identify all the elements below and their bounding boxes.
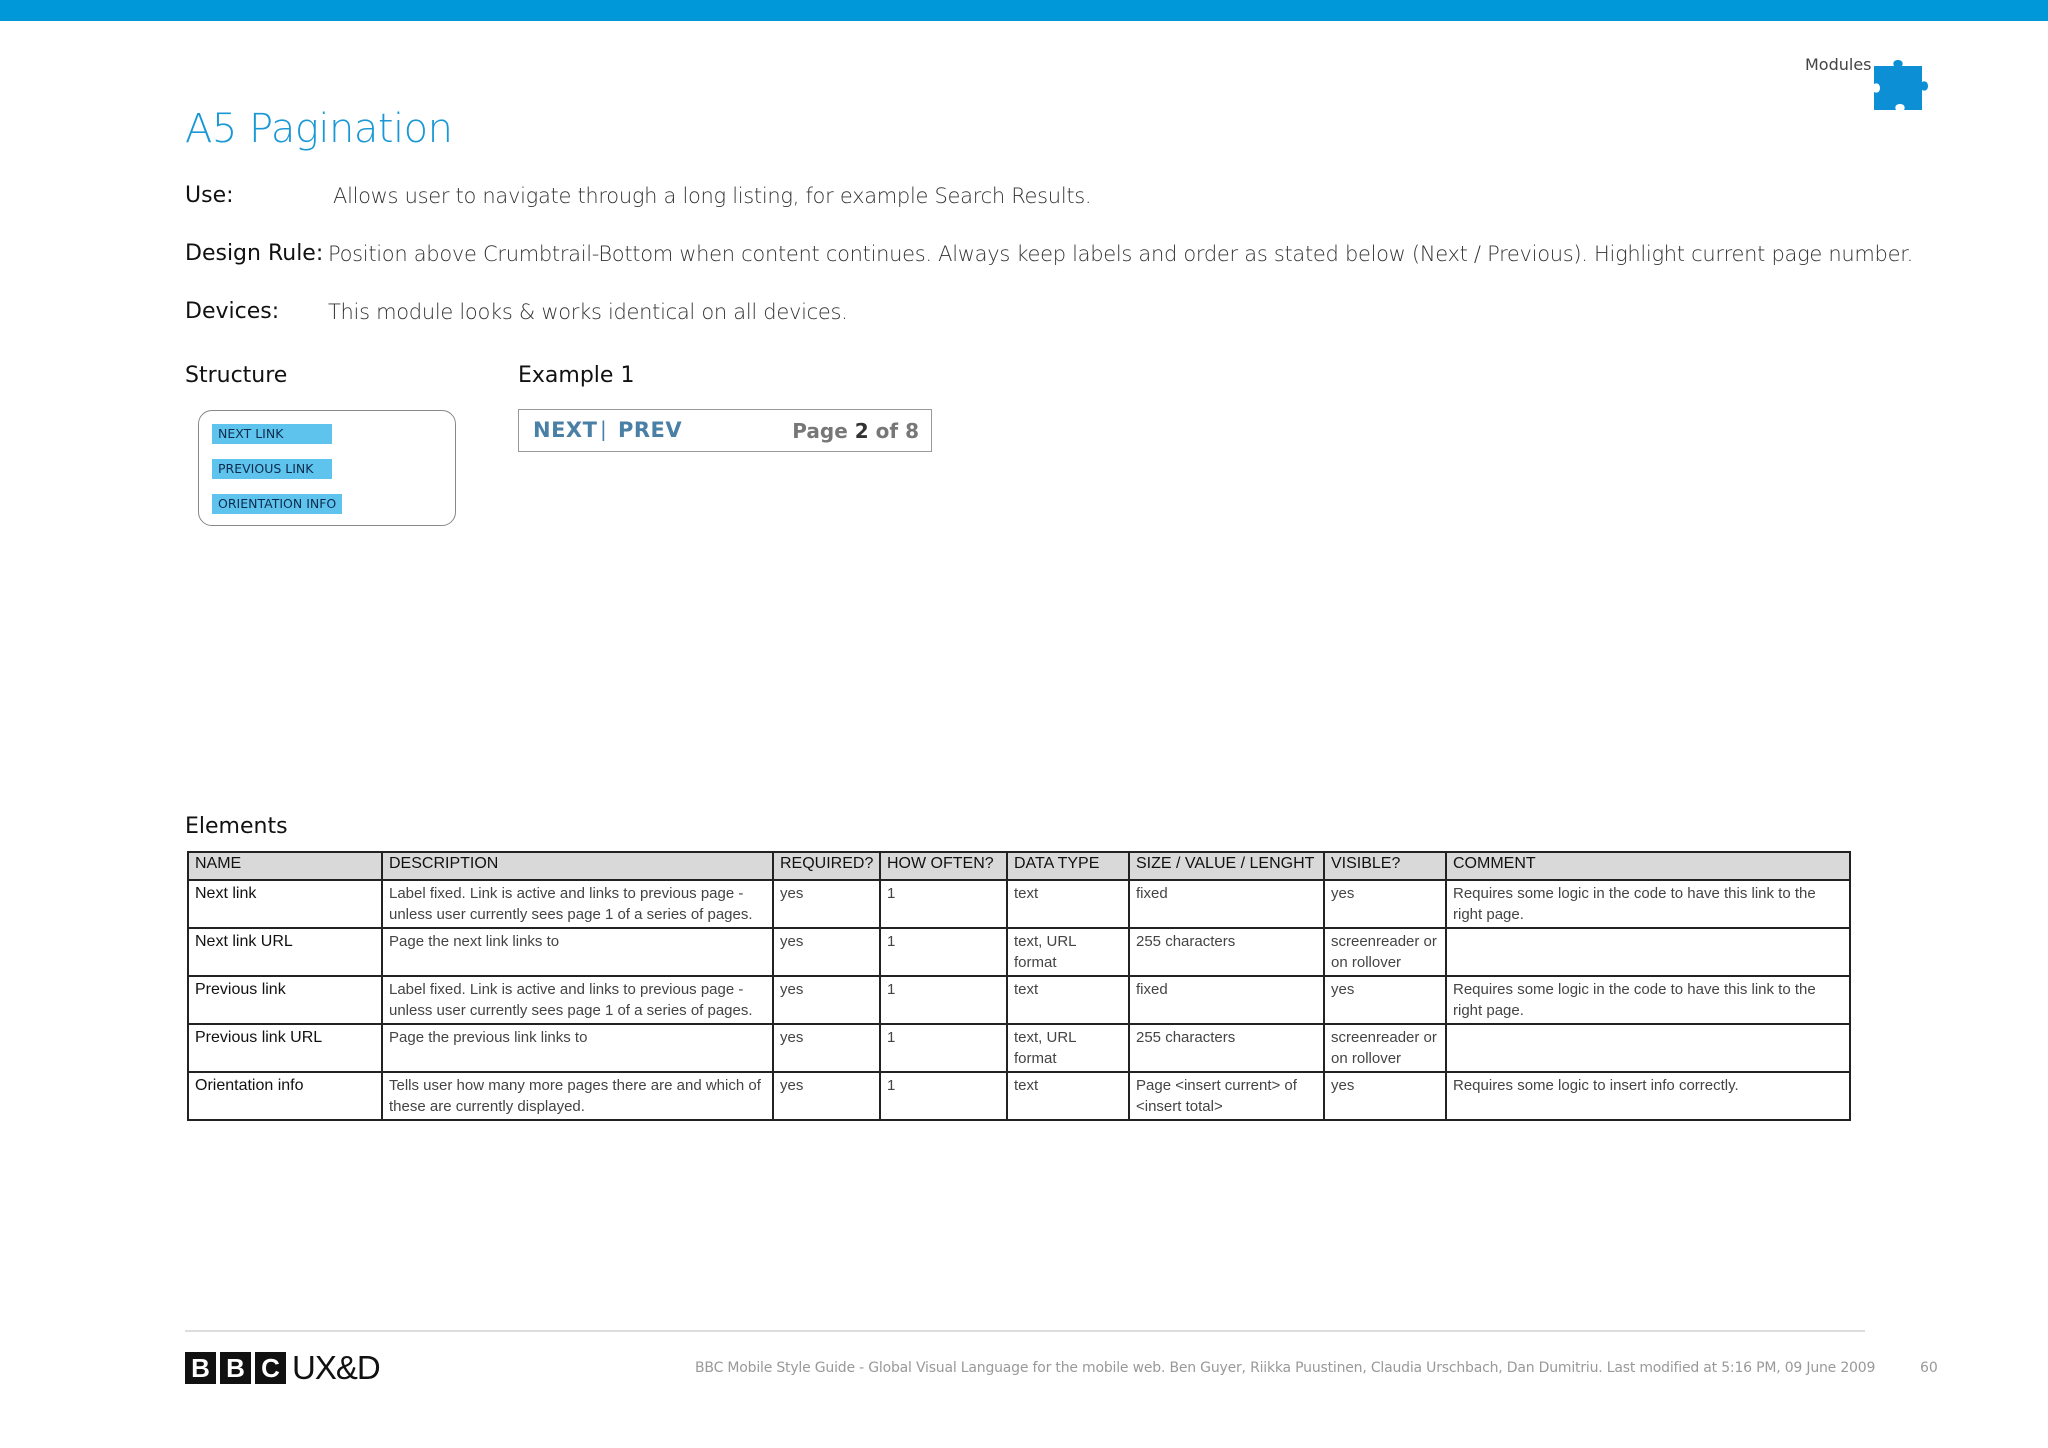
column-header: VISIBLE? [1324, 852, 1446, 880]
cell-data-type: text [1007, 880, 1129, 928]
cell-visible: yes [1324, 880, 1446, 928]
table-row [188, 1072, 1850, 1120]
cell-description: Label fixed. Link is active and links to previous page - unless user currently sees page 1 of a series of pages. [382, 880, 773, 928]
cell-name: Next link [188, 880, 382, 928]
cell-how-often: 1 [880, 1072, 1007, 1120]
cell-description: Label fixed. Link is active and links to previous page - unless user currently sees page 1 of a series of pages. [382, 976, 773, 1024]
example-heading: Example 1 [518, 363, 635, 388]
cell-description: Page the previous link links to [382, 1024, 773, 1072]
column-header: COMMENT [1446, 852, 1850, 880]
cell-how-often: 1 [880, 928, 1007, 976]
cell-how-often: 1 [880, 976, 1007, 1024]
logo-letter: B [185, 1352, 216, 1384]
column-header: DESCRIPTION [382, 852, 773, 880]
structure-tag-previous-link: PREVIOUS LINK [212, 459, 332, 479]
cell-required: yes [773, 928, 880, 976]
structure-diagram [198, 410, 456, 526]
structure-heading: Structure [185, 363, 288, 388]
devices-text: This module looks & works identical on all devices. [328, 300, 848, 324]
puzzle-piece-icon [1870, 58, 1938, 114]
cell-name: Previous link URL [188, 1024, 382, 1072]
cell-required: yes [773, 1024, 880, 1072]
design-rule-label: Design Rule: [185, 241, 324, 266]
column-header: DATA TYPE [1007, 852, 1129, 880]
column-header: HOW OFTEN? [880, 852, 1007, 880]
cell-how-often: 1 [880, 1024, 1007, 1072]
example-orientation-info [792, 419, 919, 443]
cell-name: Next link URL [188, 928, 382, 976]
cell-name: Previous link [188, 976, 382, 1024]
use-label: Use: [185, 183, 234, 208]
cell-comment: Requires some logic in the code to have this link to the right page. [1446, 880, 1850, 928]
cell-comment [1446, 1024, 1850, 1072]
pagination-example [518, 409, 932, 452]
cell-visible: screenreader or on rollover [1324, 928, 1446, 976]
table-row [188, 976, 1850, 1024]
elements-table [187, 851, 1851, 1121]
cell-visible: yes [1324, 1072, 1446, 1120]
cell-visible: yes [1324, 976, 1446, 1024]
footer-credits: BBC Mobile Style Guide - Global Visual Language for the mobile web. Ben Guyer, Riikka Puustinen, Claudia Urschbach, Dan Dumitriu. Last modified at 5:16 PM, 09 June 2009 [695, 1360, 1876, 1376]
column-header: NAME [188, 852, 382, 880]
cell-comment: Requires some logic to insert info correctly. [1446, 1072, 1850, 1120]
cell-size: fixed [1129, 880, 1324, 928]
cell-data-type: text [1007, 976, 1129, 1024]
cell-description: Page the next link links to [382, 928, 773, 976]
structure-tag-next-link: NEXT LINK [212, 424, 332, 444]
page-prefix: Page [792, 419, 848, 443]
page-number: 60 [1920, 1360, 1938, 1376]
page-title: A5 Pagination [185, 106, 453, 152]
footer-divider [185, 1330, 1865, 1332]
logo-letter: C [255, 1352, 286, 1384]
cell-name: Orientation info [188, 1072, 382, 1120]
column-header: REQUIRED? [773, 852, 880, 880]
example-next-link[interactable]: NEXT [533, 418, 598, 442]
cell-size: 255 characters [1129, 1024, 1324, 1072]
structure-tag-orientation-info: ORIENTATION INFO [212, 494, 342, 514]
cell-required: yes [773, 1072, 880, 1120]
column-header: SIZE / VALUE / LENGHT [1129, 852, 1324, 880]
cell-data-type: text [1007, 1072, 1129, 1120]
logo-letter: B [220, 1352, 251, 1384]
bbc-uxd-logo [185, 1351, 380, 1385]
cell-data-type: text, URL format [1007, 1024, 1129, 1072]
cell-description: Tells user how many more pages there are and which of these are currently displayed. [382, 1072, 773, 1120]
cell-data-type: text, URL format [1007, 928, 1129, 976]
table-row [188, 880, 1850, 928]
cell-size: 255 characters [1129, 928, 1324, 976]
table-row [188, 928, 1850, 976]
table-header-row [188, 852, 1850, 880]
design-rule-text: Position above Crumbtrail-Bottom when content continues. Always keep labels and order as stated below (Next / Previous). Highlight current page number. [328, 242, 1913, 266]
section-label: Modules [1805, 55, 1872, 74]
cell-comment: Requires some logic in the code to have this link to the right page. [1446, 976, 1850, 1024]
cell-required: yes [773, 880, 880, 928]
total-pages: 8 [905, 419, 919, 443]
elements-heading: Elements [185, 814, 288, 839]
cell-comment [1446, 928, 1850, 976]
example-prev-link[interactable]: PREV [618, 418, 683, 442]
cell-visible: screenreader or on rollover [1324, 1024, 1446, 1072]
devices-label: Devices: [185, 299, 280, 324]
use-text: Allows user to navigate through a long listing, for example Search Results. [333, 184, 1092, 208]
cell-required: yes [773, 976, 880, 1024]
current-page-number: 2 [854, 419, 869, 443]
of-label: of [875, 419, 899, 443]
table-row [188, 1024, 1850, 1072]
cell-size: fixed [1129, 976, 1324, 1024]
cell-how-often: 1 [880, 880, 1007, 928]
top-accent-bar [0, 0, 2048, 21]
logo-suffix: UX&D [292, 1349, 380, 1386]
example-separator: | [600, 417, 607, 441]
cell-size: Page <insert current> of <insert total> [1129, 1072, 1324, 1120]
